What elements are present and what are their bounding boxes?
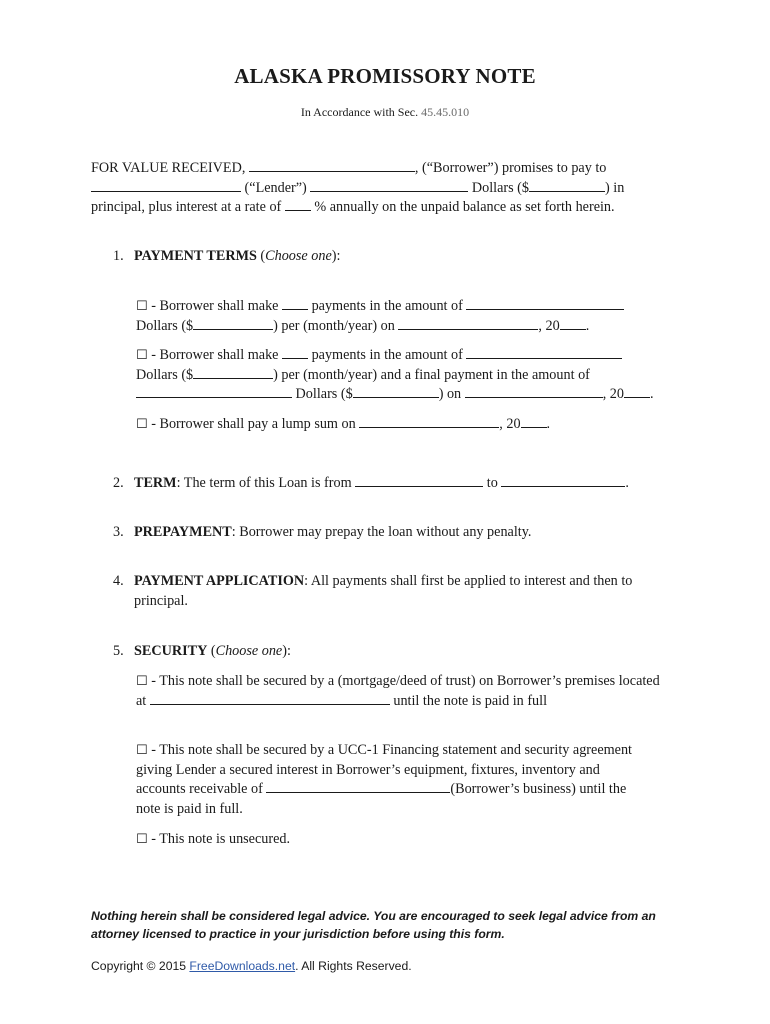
amount-words-blank[interactable] [310, 179, 468, 192]
intro-text: , (“Borrower”) promises to pay to [414, 160, 607, 176]
copyright-text: Copyright © 2015 [91, 959, 190, 973]
option-text: Dollars ($ [136, 317, 194, 334]
option-text: - Borrower shall pay a lump sum on [147, 416, 360, 432]
lump-sum-date-blank[interactable] [359, 415, 499, 428]
section-number: 4. [113, 573, 124, 589]
payment-amount-blank[interactable] [466, 346, 622, 359]
legal-disclaimer: Nothing herein shall be considered legal advice. You are encouraged to seek legal advice from an attorney licensed to practice in your jurisdiction before using this form. [91, 909, 656, 941]
option-text: until the note is paid in full [389, 692, 548, 709]
payment-date-blank[interactable] [398, 317, 538, 330]
section-title: SECURITY [134, 643, 208, 659]
intro-text: FOR VALUE RECEIVED, [91, 160, 249, 176]
section-title: PREPAYMENT [134, 524, 232, 540]
payment-option-installments [136, 297, 676, 336]
section-text [134, 572, 679, 611]
option-text: - This note is unsecured. [147, 831, 291, 847]
section-title: TERM [134, 475, 177, 491]
term-end-blank[interactable] [501, 474, 625, 487]
option-text: - Borrower shall make [147, 298, 283, 314]
checkbox-icon[interactable]: ☐ [136, 743, 148, 758]
checkbox-icon[interactable]: ☐ [136, 299, 148, 314]
checkbox-icon[interactable]: ☐ [136, 674, 148, 689]
freedownloads-link[interactable]: FreeDownloads.net [189, 959, 296, 973]
option-text: ) per (month/year) and a final payment in the amount of [273, 366, 590, 383]
final-amount-blank[interactable] [136, 385, 292, 398]
checkbox-icon[interactable]: ☐ [136, 348, 148, 363]
term-start-blank[interactable] [355, 474, 483, 487]
document-title: ALASKA PROMISSORY NOTE [234, 64, 536, 88]
security-option-unsecured [136, 830, 676, 850]
option-text: Dollars ($ [136, 366, 194, 383]
section-number: 5. [113, 643, 124, 659]
option-text: , 20 [538, 317, 560, 334]
final-figure-blank[interactable] [353, 385, 439, 398]
amount-figure-blank[interactable] [529, 179, 605, 192]
checkbox-icon[interactable]: ☐ [136, 832, 148, 847]
option-text: - This note shall be secured by a UCC-1 Financing statement and security agreement giving Lender a secured interest in Borrower’s equipment, fixtures, inventory and accounts receivable of [136, 742, 632, 798]
option-text: payments in the amount of [308, 347, 467, 363]
year-blank[interactable] [624, 385, 650, 398]
section-number: 2. [113, 475, 124, 491]
section-title: PAYMENT APPLICATION [134, 573, 305, 589]
option-text: payments in the amount of [308, 298, 467, 314]
payment-count-blank[interactable] [282, 297, 308, 310]
option-text: ) on [438, 386, 465, 403]
statute-reference: 45.45.010 [421, 105, 470, 119]
section-number: 1. [113, 248, 124, 264]
paren: ( [256, 248, 266, 264]
intro-paragraph [91, 159, 651, 218]
intro-text: (“Lender”) [241, 179, 311, 196]
option-text: . [649, 386, 654, 403]
option-text: . [585, 317, 590, 334]
intro-text: % annually on the unpaid balance as set forth herein. [310, 199, 615, 216]
paren: ): [331, 248, 341, 264]
choose-one-label: Choose one [215, 643, 283, 659]
section-number: 3. [113, 524, 124, 540]
option-text: , 20 [499, 416, 521, 432]
paren: ( [207, 643, 216, 659]
option-text: Dollars ($ [292, 386, 353, 403]
year-blank[interactable] [521, 415, 547, 428]
section-text: : All payments shall first be applied to interest and then to principal. [134, 573, 633, 609]
option-text: - Borrower shall make [147, 347, 283, 363]
premises-location-blank[interactable] [150, 692, 390, 705]
payment-count-blank[interactable] [282, 346, 308, 359]
option-text: (Borrower’s business) until the note is paid in full. [136, 781, 627, 817]
security-option-mortgage [136, 672, 661, 711]
section-title: PAYMENT TERMS [134, 248, 257, 264]
choose-one-label: Choose one [265, 248, 332, 264]
borrower-name-blank[interactable] [249, 159, 415, 172]
copyright-notice [91, 959, 412, 973]
business-name-blank[interactable] [266, 780, 450, 793]
option-text: . [546, 416, 551, 432]
payment-amount-blank[interactable] [466, 297, 624, 310]
payment-figure-blank[interactable] [193, 317, 273, 330]
section-text [134, 474, 679, 494]
payment-option-final-payment [136, 346, 676, 405]
document-subtitle [0, 105, 770, 120]
year-blank[interactable] [560, 317, 586, 330]
copyright-text: . All Rights Reserved. [295, 959, 412, 973]
option-text: - This note shall be secured by a (mortgage/deed of trust) on Borrower’s premises located at [136, 673, 660, 709]
section-text: : Borrower may prepay the loan without any penalty. [231, 524, 532, 540]
interest-rate-blank[interactable] [285, 198, 311, 211]
section-text: to [483, 475, 502, 491]
section-text [134, 523, 679, 543]
lender-name-blank[interactable] [91, 179, 241, 192]
option-text: ) per (month/year) on [273, 317, 399, 334]
section-heading [134, 642, 679, 662]
payment-option-lump-sum [136, 415, 676, 435]
security-option-ucc1 [136, 741, 648, 819]
final-date-blank[interactable] [465, 385, 603, 398]
section-text: : The term of this Loan is from [176, 475, 356, 491]
payment-figure-blank[interactable] [193, 366, 273, 379]
section-heading [134, 247, 679, 267]
paren: ): [282, 643, 291, 659]
subtitle-prefix: In Accordance with Sec. [300, 105, 419, 119]
section-text: . [625, 475, 629, 491]
intro-text: ) in principal, plus interest at a rate of [91, 179, 625, 216]
option-text: , 20 [602, 386, 624, 403]
intro-text: Dollars ($ [468, 179, 529, 196]
checkbox-icon[interactable]: ☐ [136, 417, 148, 432]
